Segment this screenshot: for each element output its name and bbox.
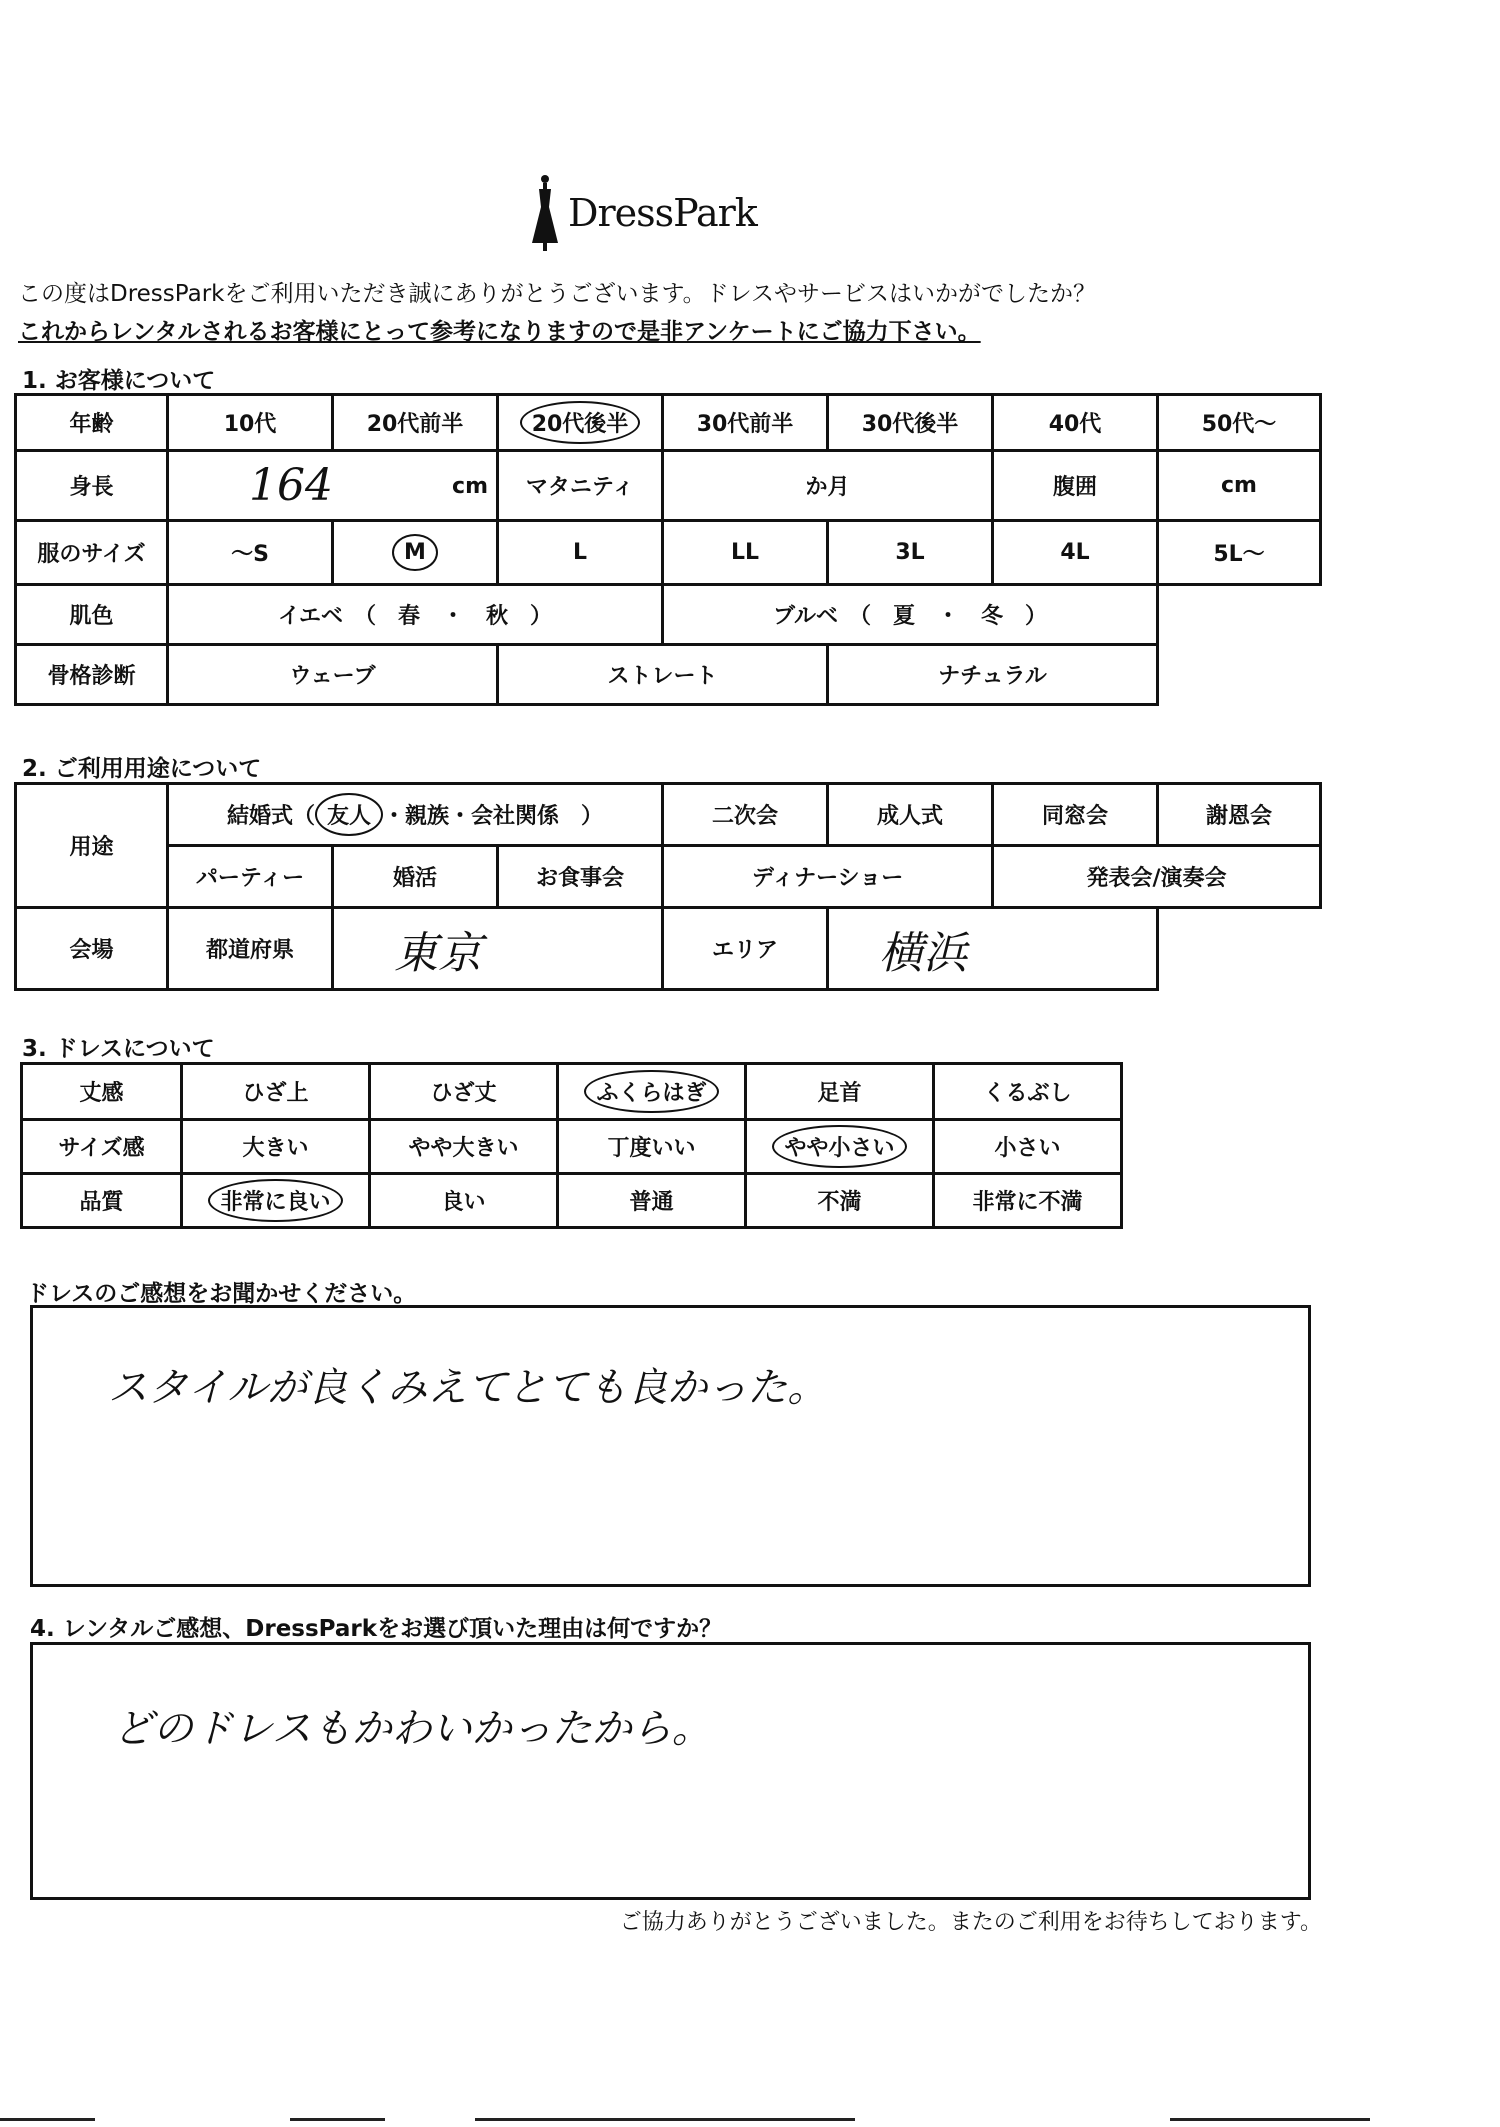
fit-option[interactable]: やや大きい [370,1120,558,1174]
usage-row-1 [16,784,1321,846]
waist-field[interactable] [1158,451,1321,521]
height-value: 164 [249,460,333,511]
logo-text: DressPark [568,191,757,235]
usage-option[interactable]: お食事会 [498,846,663,908]
size-option[interactable]: LL [663,521,828,585]
skin-label: 肌色 [16,585,168,645]
usage-row-2 [16,846,1321,908]
usage-option[interactable]: 発表会/演奏会 [993,846,1321,908]
length-option[interactable]: ひざ上 [182,1064,370,1120]
age-option[interactable]: 50代〜 [1158,395,1321,451]
footer-thanks: ご協力ありがとうございました。またのご利用をお待ちしております。 [619,1910,1322,1935]
length-option[interactable]: くるぶし [934,1064,1122,1120]
maternity-field[interactable] [663,451,993,521]
quality-row [22,1174,1122,1228]
size-row [16,521,1321,585]
size-label: 服のサイズ [16,521,168,585]
size-option[interactable]: 3L [828,521,993,585]
scan-artifact [1170,2118,1370,2121]
section-3-title: 3. ドレスについて [22,1036,215,1062]
length-option[interactable]: ひざ丈 [370,1064,558,1120]
frame-option[interactable]: ナチュラル [828,645,1158,705]
usage-option[interactable]: 婚活 [333,846,498,908]
fit-option[interactable]: 大きい [182,1120,370,1174]
age-option-selected[interactable] [498,395,663,451]
scan-artifact [290,2118,385,2121]
skin-blue[interactable]: ブルベ （ 夏 ・ 冬 ） [663,585,1158,645]
reason-box[interactable] [30,1642,1311,1900]
reason-answer: どのドレスもかわいかったから。 [113,1706,712,1752]
frame-label: 骨格診断 [16,645,168,705]
usage-option[interactable]: パーティー [168,846,333,908]
area-label: エリア [663,908,828,990]
prefecture-value: 東京 [394,927,482,979]
logo [530,168,757,258]
quality-option[interactable]: 良い [370,1174,558,1228]
age-option[interactable]: 40代 [993,395,1158,451]
customer-table [14,393,1322,706]
usage-option[interactable]: 同窓会 [993,784,1158,846]
usage-option[interactable]: 二次会 [663,784,828,846]
selection-circle: 20代後半 [520,401,641,444]
fit-row [22,1120,1122,1174]
impression-prompt: ドレスのご感想をお聞かせください。 [26,1281,417,1307]
height-row [16,451,1321,521]
selection-circle: やや小さい [772,1125,906,1168]
usage-option[interactable]: 謝恩会 [1158,784,1321,846]
dress-table [20,1062,1123,1229]
wedding-rest: ・親族・会社関係 ） [383,804,604,829]
age-option[interactable]: 20代前半 [333,395,498,451]
length-option[interactable]: 足首 [746,1064,934,1120]
usage-option[interactable]: ディナーショー [663,846,993,908]
length-option-selected[interactable] [558,1064,746,1120]
impression-box[interactable] [30,1305,1311,1587]
fit-option[interactable]: 丁度いい [558,1120,746,1174]
quality-option[interactable]: 不満 [746,1174,934,1228]
area-value: 横浜 [879,927,968,979]
frame-row [16,645,1321,705]
height-field[interactable] [168,451,498,521]
size-option[interactable]: 4L [993,521,1158,585]
waist-label: 腹囲 [993,451,1158,521]
frame-option[interactable]: ウェーブ [168,645,498,705]
selection-circle: 友人 [315,793,383,836]
venue-row [16,908,1321,990]
section-4-title: 4. レンタルご感想、DressParkをお選び頂いた理由は何ですか？ [30,1616,723,1642]
purpose-label: 用途 [16,784,168,908]
wedding-option[interactable] [168,784,663,846]
quality-label: 品質 [22,1174,182,1228]
impression-answer: スタイルが良くみえてとても良かった。 [108,1365,828,1411]
area-field[interactable] [828,908,1158,990]
usage-table [14,782,1322,991]
fit-option-selected[interactable] [746,1120,934,1174]
age-option[interactable]: 10代 [168,395,333,451]
venue-label: 会場 [16,908,168,990]
prefecture-field[interactable] [333,908,663,990]
scan-artifact [475,2118,855,2121]
quality-option[interactable]: 非常に不満 [934,1174,1122,1228]
size-option[interactable]: 〜S [168,521,333,585]
usage-option[interactable]: 成人式 [828,784,993,846]
maternity-unit: か月 [805,475,850,500]
prefecture-label: 都道府県 [168,908,333,990]
wedding-prefix: 結婚式（ [226,804,315,829]
fit-option[interactable]: 小さい [934,1120,1122,1174]
selection-circle: M [392,534,438,571]
selection-circle: ふくらはぎ [584,1070,718,1113]
section-1-title: 1. お客様について [22,368,216,394]
height-label: 身長 [16,451,168,521]
scan-artifact [0,2118,95,2121]
height-unit: cm [452,474,488,499]
age-option[interactable]: 30代前半 [663,395,828,451]
quality-option[interactable]: 普通 [558,1174,746,1228]
waist-unit: cm [1221,473,1257,498]
skin-row [16,585,1321,645]
size-option[interactable]: 5L〜 [1158,521,1321,585]
size-option[interactable]: L [498,521,663,585]
maternity-label: マタニティ [498,451,663,521]
length-label: 丈感 [22,1064,182,1120]
size-option-selected[interactable] [333,521,498,585]
quality-option-selected[interactable] [182,1174,370,1228]
selection-circle: 非常に良い [208,1179,342,1222]
section-2-title: 2. ご利用用途について [22,756,262,782]
intro-line-1: この度はDressParkをご利用いただき誠にありがとうございます。ドレスやサービスはいかがでしたか？ [18,281,1096,307]
length-row [22,1064,1122,1120]
dress-icon [530,173,560,253]
intro-line-2: これからレンタルされるお客様にとって参考になりますので是非アンケートにご協力下さい。 [18,319,981,345]
fit-label: サイズ感 [22,1120,182,1174]
age-row [16,395,1321,451]
age-option[interactable]: 30代後半 [828,395,993,451]
age-label: 年齢 [16,395,168,451]
frame-option[interactable]: ストレート [498,645,828,705]
skin-yellow[interactable]: イエベ （ 春 ・ 秋 ） [168,585,663,645]
